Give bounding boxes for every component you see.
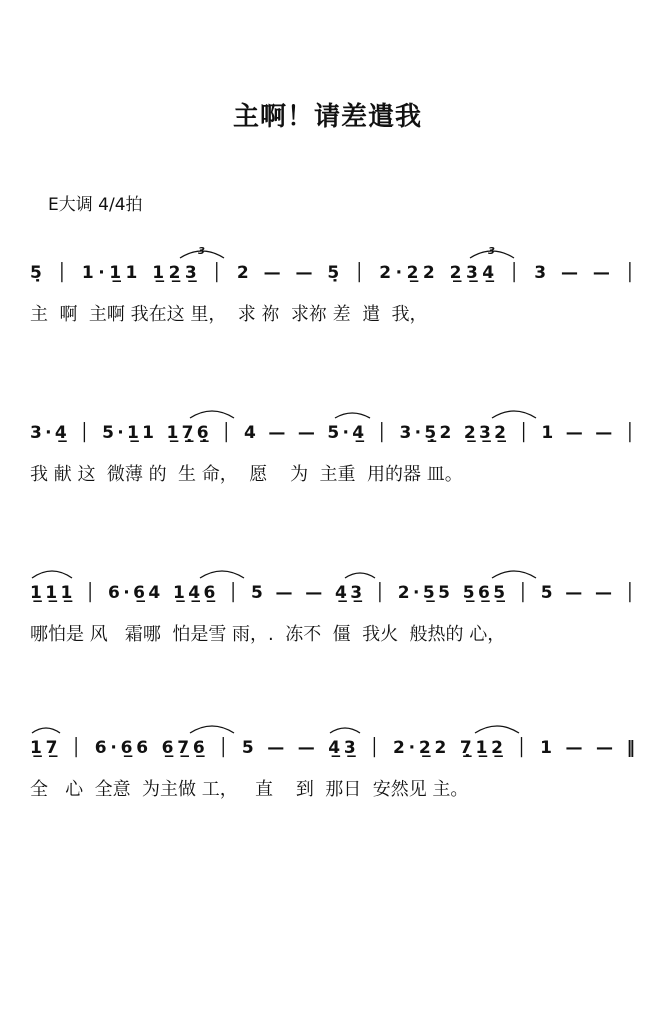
score-system-3: [30, 560, 640, 670]
notation-line-2: [30, 400, 640, 460]
notation-text: 3·4̲ │ 5·1̲1 1̲7̣̲6̣̲ │ 4 — — 5·4̲ │ 3·5̣̲2 2̲3̲2̲ │ 1 — — │: [30, 423, 635, 443]
notation-text: 1̲1̲1̲ │ 6·6̲4 1̲4̲6̲ │ 5 — — 4̲3̲ │ 2·5̲5 5̲6̲5̲ │ 5 — — │: [30, 583, 636, 603]
lyrics-line-4: 全 心 全意 为主做 工， 直 到 那日 安然见 主。: [30, 779, 469, 800]
score-system-4: [30, 715, 640, 825]
notation-line-1: [30, 240, 640, 300]
notation-line-3: [30, 560, 640, 620]
svg-text:3: 3: [488, 246, 495, 257]
notation-text: 5̣ │ 1·1̲1 1̲2̲3̲ │ 2 — — 5̣ │ 2·2̲2 2̲3̲4̲ │ 3 — — │: [30, 263, 635, 283]
score-system-2: [30, 400, 640, 510]
lyrics-line-3: 哪怕是 风 霜哪 怕是雪 雨，. 冻不 僵 我火 般热的 心，: [30, 624, 506, 645]
lyrics-line-1: 主 啊 主啊 我在这 里， 求 祢 求祢 差 遣 我，: [30, 304, 428, 325]
lyrics-line-2: 我 献 这 微薄 的 生 命， 愿 为 主重 用的器 皿。: [30, 464, 463, 485]
key-and-time-signature: E大调 4/4拍: [48, 195, 143, 215]
notation-text: 1̲7̲ │ 6·6̲6 6̲7̲6̲ │ 5 — — 4̲3̲ │ 2·2̲2 7̣̲1̲2̲ │ 1 — — ‖: [30, 738, 635, 758]
svg-text:3: 3: [198, 246, 205, 257]
notation-line-4: [30, 715, 640, 775]
score-system-1: [30, 240, 640, 350]
song-title: 主啊！请差遣我: [232, 102, 422, 132]
